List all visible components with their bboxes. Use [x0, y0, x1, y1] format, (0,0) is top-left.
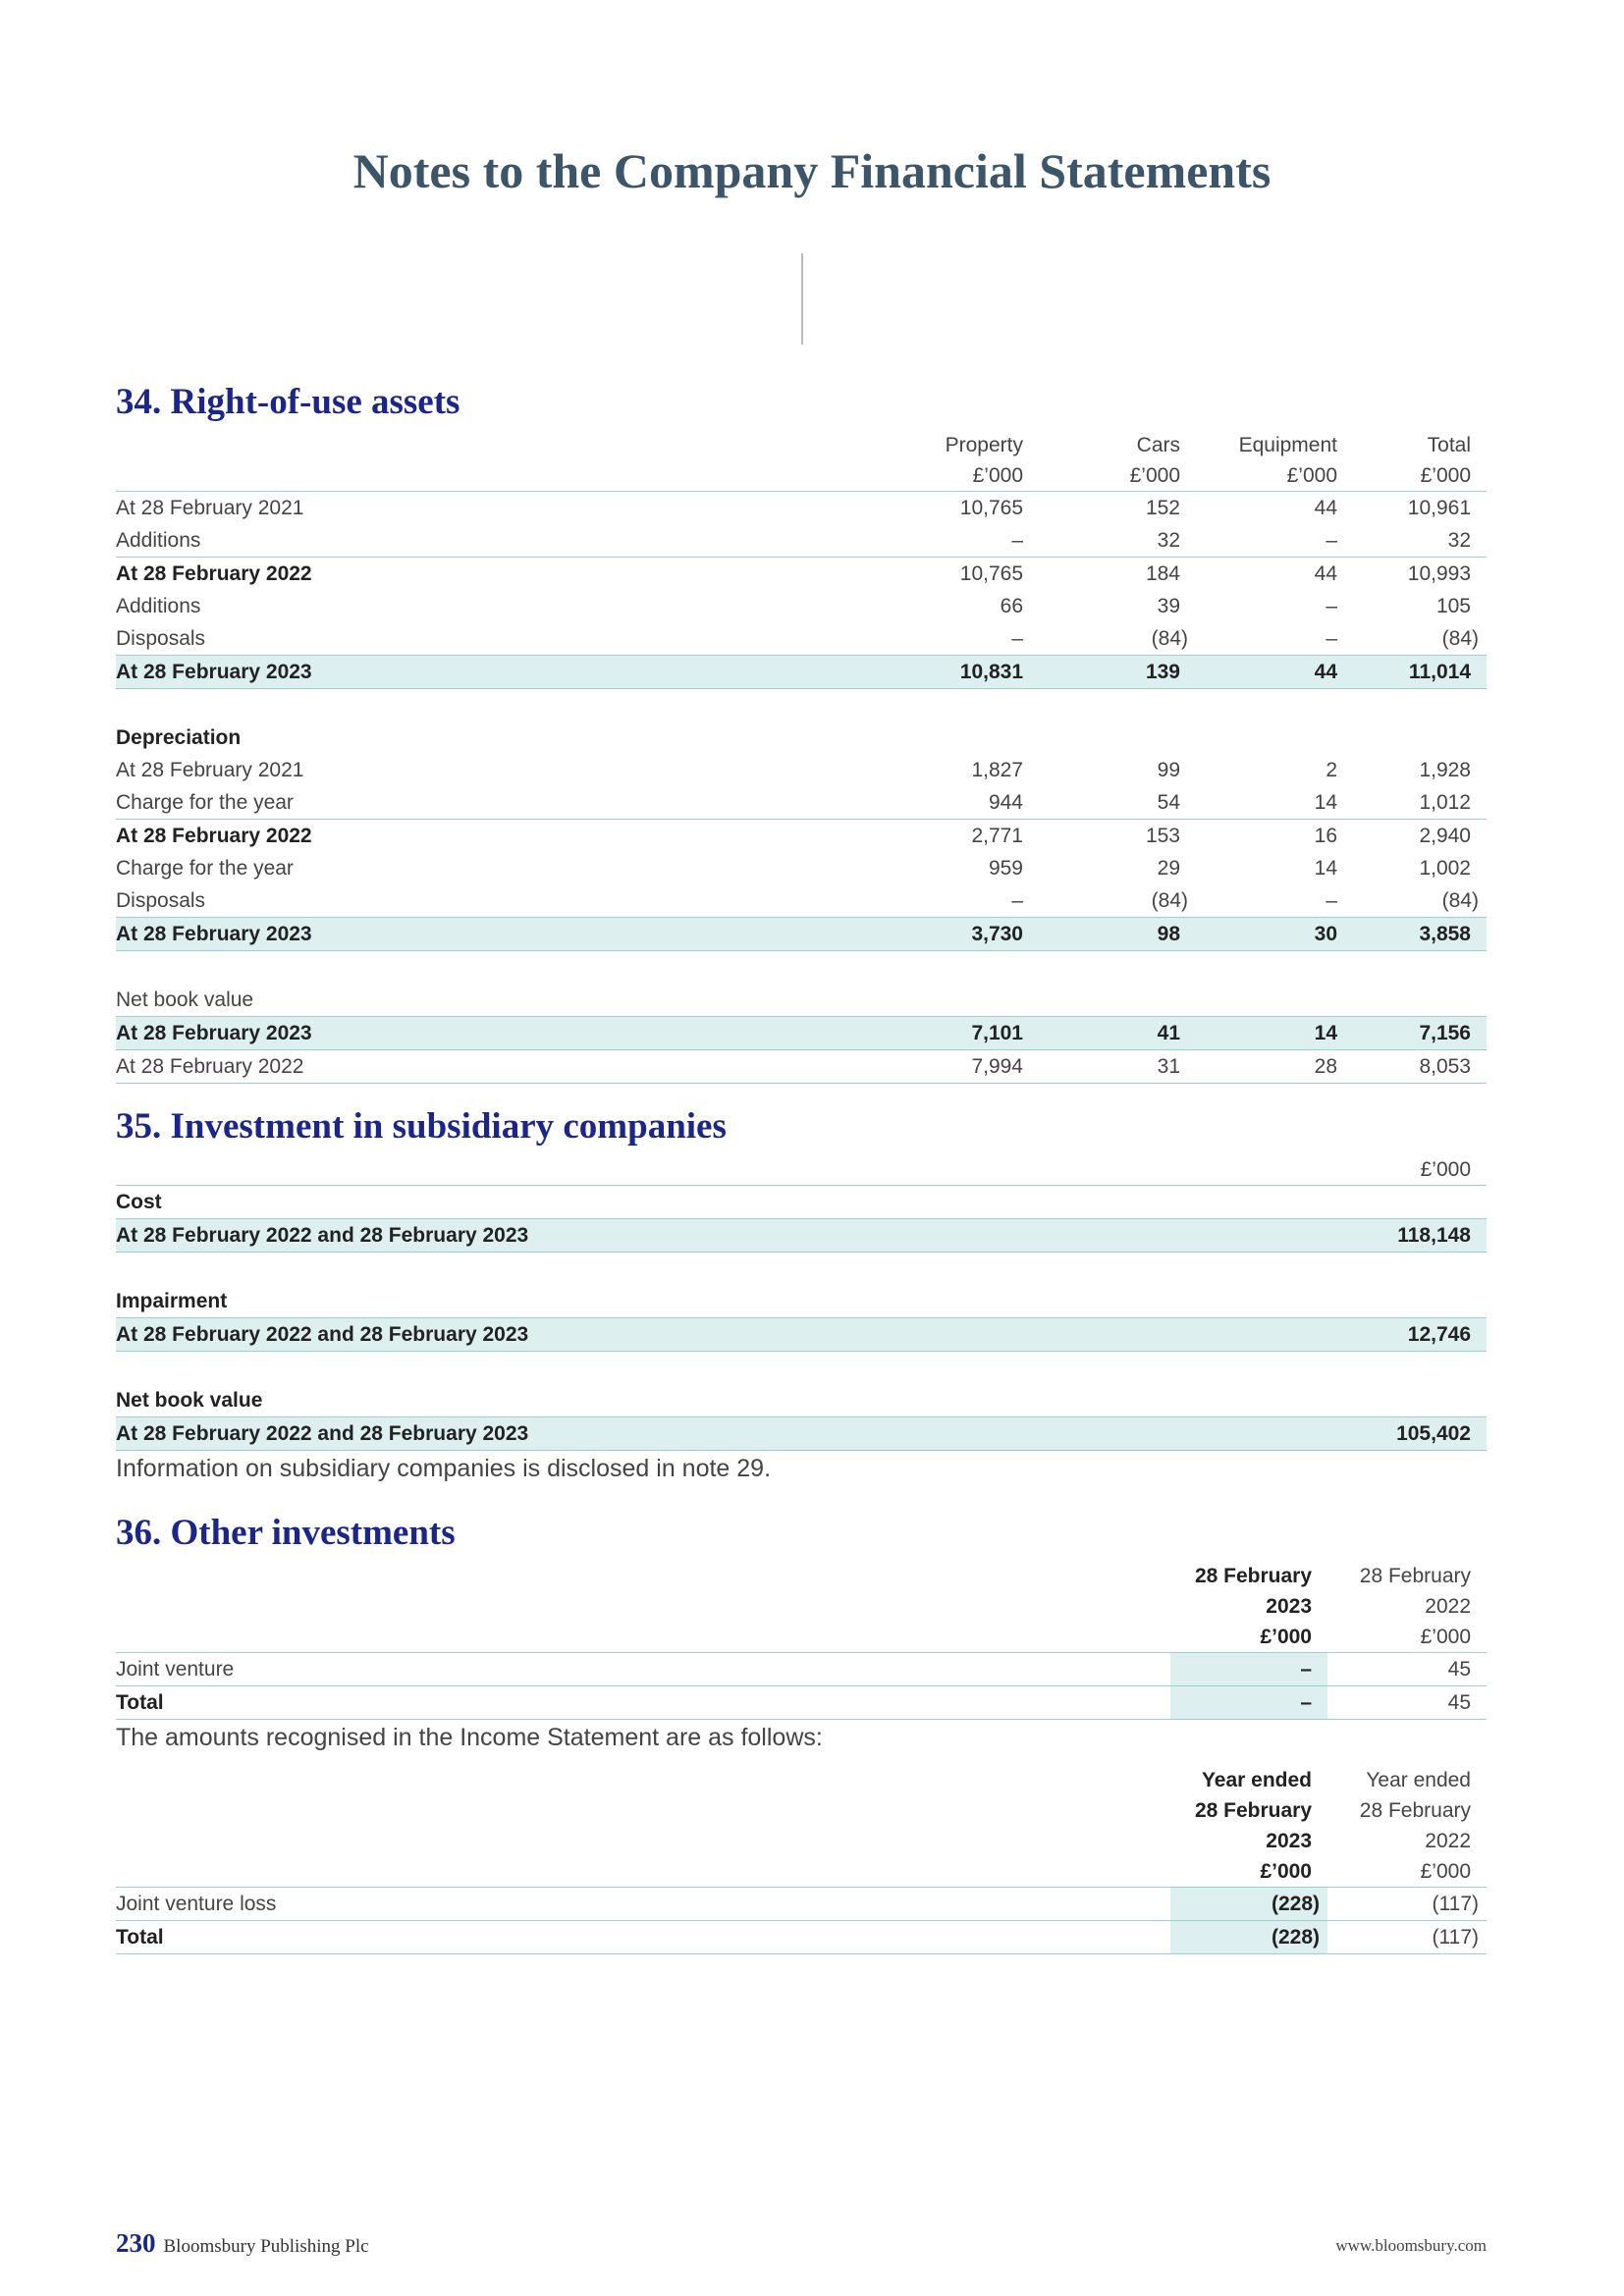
cell-value: 45 — [1327, 1653, 1487, 1686]
cell-value: 11,014 — [1353, 656, 1487, 689]
right-of-use-table — [116, 430, 1487, 1084]
cell-value: 7,101 — [882, 1017, 1039, 1050]
cell-value: 1,928 — [1419, 758, 1471, 781]
section-35-heading: 35. Investment in subsidiary companies — [116, 1106, 727, 1147]
row-label: Disposals — [116, 626, 206, 650]
cell-value: 105,402 — [1196, 1417, 1487, 1451]
unit-label: £’000 — [1327, 1856, 1487, 1888]
table-row — [116, 1017, 1487, 1050]
cell-value: – — [1011, 626, 1023, 650]
cell-value: 28 — [1196, 1050, 1353, 1084]
row-label: Disposals — [116, 888, 206, 912]
table-row — [116, 656, 1487, 689]
cell-value: 118,148 — [1196, 1219, 1487, 1253]
page-title: Notes to the Company Financial Statements — [352, 143, 1272, 198]
subheading-row — [116, 1384, 1487, 1417]
col-header-equipment: Equipment — [1238, 434, 1337, 456]
row-label: At 28 February 2022 and 28 February 2023 — [116, 1318, 1196, 1352]
table-row — [116, 1888, 1487, 1921]
cell-value: 99 — [1157, 758, 1180, 781]
cell-value: 3,730 — [882, 918, 1039, 951]
nbv-label: Net book value — [116, 988, 254, 1011]
cell-value: 7,156 — [1353, 1017, 1487, 1050]
col-header-2023: 28 February — [1194, 1565, 1312, 1587]
unit-label: £’000 — [1196, 460, 1353, 492]
subsidiary-note: Information on subsidiary companies is disclosed in note 29. — [116, 1455, 772, 1482]
col-header-2023: 2023 — [1266, 1595, 1312, 1618]
row-label: Charge for the year — [116, 790, 294, 814]
cell-value: 44 — [1196, 558, 1353, 591]
cell-value: 29 — [1157, 856, 1180, 880]
cell-value: – — [1170, 1653, 1327, 1686]
cell-value: 54 — [1157, 790, 1180, 814]
unit-label: £’000 — [1170, 1856, 1327, 1888]
subheading-row — [116, 984, 1487, 1017]
cell-value: 45 — [1327, 1686, 1487, 1720]
cell-value: 10,961 — [1407, 496, 1471, 519]
row-label: At 28 February 2023 — [116, 656, 882, 689]
cell-value: 2 — [1326, 758, 1337, 781]
cell-value: 66 — [1000, 594, 1023, 617]
table-row — [116, 1653, 1487, 1686]
cell-value: 30 — [1196, 918, 1353, 951]
row-label: At 28 February 2022 and 28 February 2023 — [116, 1219, 1196, 1253]
cell-value: 1,827 — [971, 758, 1023, 781]
other-investments-table — [116, 1561, 1487, 1720]
cell-value: 959 — [988, 856, 1023, 880]
row-label: Total — [116, 1686, 1170, 1720]
row-label: At 28 February 2021 — [116, 758, 304, 781]
cell-value: 39 — [1157, 594, 1180, 617]
cell-value: 1,002 — [1419, 856, 1471, 880]
cell-value: 41 — [1039, 1017, 1196, 1050]
company-name: Bloomsbury Publishing Plc — [163, 2236, 369, 2257]
cell-value: (117) — [1327, 1888, 1487, 1921]
row-label: Joint venture — [116, 1653, 1170, 1686]
col-header-property: Property — [945, 434, 1023, 456]
table-row — [116, 590, 1487, 622]
cell-value: (84) — [1441, 888, 1479, 912]
subheading-row — [116, 1285, 1487, 1318]
col-header-cars: Cars — [1136, 434, 1180, 456]
table-row — [116, 884, 1487, 918]
depreciation-label: Depreciation — [116, 725, 242, 749]
cell-value: 98 — [1039, 918, 1196, 951]
cell-value: 10,765 — [882, 558, 1039, 591]
income-statement-table — [116, 1765, 1487, 1954]
cell-value: 8,053 — [1353, 1050, 1487, 1084]
cell-value: 32 — [1447, 528, 1471, 552]
cell-value: 31 — [1039, 1050, 1196, 1084]
cell-value: 184 — [1039, 558, 1196, 591]
cost-label: Cost — [116, 1190, 162, 1213]
page-number: 230 — [116, 2228, 156, 2258]
unit-label: £’000 — [882, 460, 1039, 492]
table-row — [116, 820, 1487, 853]
cell-value: (228) — [1170, 1888, 1327, 1921]
unit-label: £’000 — [1196, 1154, 1487, 1186]
row-label: At 28 February 2022 — [116, 820, 882, 853]
cell-value: 44 — [1196, 656, 1353, 689]
cell-value: (228) — [1170, 1921, 1327, 1954]
cell-value: 10,765 — [959, 496, 1023, 519]
table-row — [116, 1417, 1487, 1451]
cell-value: 2,940 — [1353, 820, 1487, 853]
row-label: At 28 February 2022 — [116, 1050, 882, 1084]
section-36-heading: 36. Other investments — [116, 1513, 456, 1553]
table-row — [116, 1219, 1487, 1253]
col-header-2023: Year ended — [1201, 1769, 1312, 1791]
col-header-2022: 28 February — [1359, 1565, 1471, 1587]
unit-label: £’000 — [1353, 460, 1487, 492]
row-label: Charge for the year — [116, 856, 294, 880]
table-row — [116, 1686, 1487, 1720]
cell-value: 10,993 — [1353, 558, 1487, 591]
cell-value: – — [1011, 528, 1023, 552]
row-label: At 28 February 2022 — [116, 558, 882, 591]
row-label: At 28 February 2021 — [116, 496, 304, 519]
col-header-2023: 2023 — [1266, 1830, 1312, 1852]
table-row — [116, 1921, 1487, 1954]
table-row — [116, 492, 1487, 525]
table-row — [116, 754, 1487, 786]
cell-value: 10,831 — [882, 656, 1039, 689]
col-header-2022: Year ended — [1366, 1769, 1471, 1791]
cell-value: 152 — [1145, 496, 1180, 519]
vertical-divider — [801, 253, 803, 345]
cell-value: 944 — [988, 790, 1023, 814]
cell-value: 14 — [1314, 856, 1337, 880]
cell-value: (84) — [1441, 626, 1479, 650]
footer-left — [116, 2228, 369, 2259]
row-label: Total — [116, 1921, 1170, 1954]
row-label: Additions — [116, 528, 201, 552]
cell-value: 16 — [1196, 820, 1353, 853]
col-header-2023: 28 February — [1194, 1799, 1312, 1822]
cell-value: – — [1326, 626, 1337, 650]
cell-value: 2,771 — [882, 820, 1039, 853]
income-statement-note: The amounts recognised in the Income Statement are as follows: — [116, 1724, 823, 1751]
row-label: At 28 February 2022 and 28 February 2023 — [116, 1417, 1196, 1451]
col-header-2022: 2022 — [1425, 1595, 1471, 1618]
cell-value: (84) — [1151, 626, 1188, 650]
cell-value: 139 — [1039, 656, 1196, 689]
cell-value: – — [1170, 1686, 1327, 1720]
col-header-2022: 2022 — [1425, 1830, 1471, 1852]
footer-website[interactable]: www.bloomsbury.com — [1335, 2236, 1487, 2255]
subheading-row — [116, 721, 1487, 754]
cell-value: 7,994 — [882, 1050, 1039, 1084]
unit-label: £’000 — [1327, 1622, 1487, 1653]
cell-value: 44 — [1314, 496, 1337, 519]
table-row — [116, 1318, 1487, 1352]
cell-value: (117) — [1327, 1921, 1487, 1954]
subsidiary-investment-table — [116, 1154, 1487, 1451]
nbv-label: Net book value — [116, 1388, 263, 1412]
cell-value: 14 — [1314, 790, 1337, 814]
cell-value: – — [1326, 888, 1337, 912]
table-row — [116, 524, 1487, 558]
cell-value: 105 — [1435, 594, 1471, 617]
unit-label: £’000 — [1170, 1622, 1327, 1653]
table-row — [116, 622, 1487, 656]
cell-value: 153 — [1039, 820, 1196, 853]
subheading-row — [116, 1186, 1487, 1219]
table-row — [116, 1050, 1487, 1084]
table-row — [116, 558, 1487, 591]
table-row — [116, 918, 1487, 951]
cell-value: (84) — [1151, 888, 1188, 912]
cell-value: 14 — [1196, 1017, 1353, 1050]
section-34-heading: 34. Right-of-use assets — [116, 382, 460, 422]
cell-value: 1,012 — [1419, 790, 1471, 814]
table-row — [116, 786, 1487, 820]
unit-label: £’000 — [1039, 460, 1196, 492]
table-row — [116, 852, 1487, 884]
row-label: Joint venture loss — [116, 1888, 1170, 1921]
impairment-label: Impairment — [116, 1289, 228, 1312]
row-label: At 28 February 2023 — [116, 1017, 882, 1050]
cell-value: – — [1326, 528, 1337, 552]
col-header-total: Total — [1427, 434, 1471, 456]
cell-value: – — [1326, 594, 1337, 617]
cell-value: 12,746 — [1196, 1318, 1487, 1352]
row-label: At 28 February 2023 — [116, 918, 882, 951]
cell-value: 3,858 — [1353, 918, 1487, 951]
col-header-2022: 28 February — [1359, 1799, 1471, 1822]
cell-value: – — [1011, 888, 1023, 912]
row-label: Additions — [116, 594, 201, 617]
cell-value: 32 — [1157, 528, 1180, 552]
